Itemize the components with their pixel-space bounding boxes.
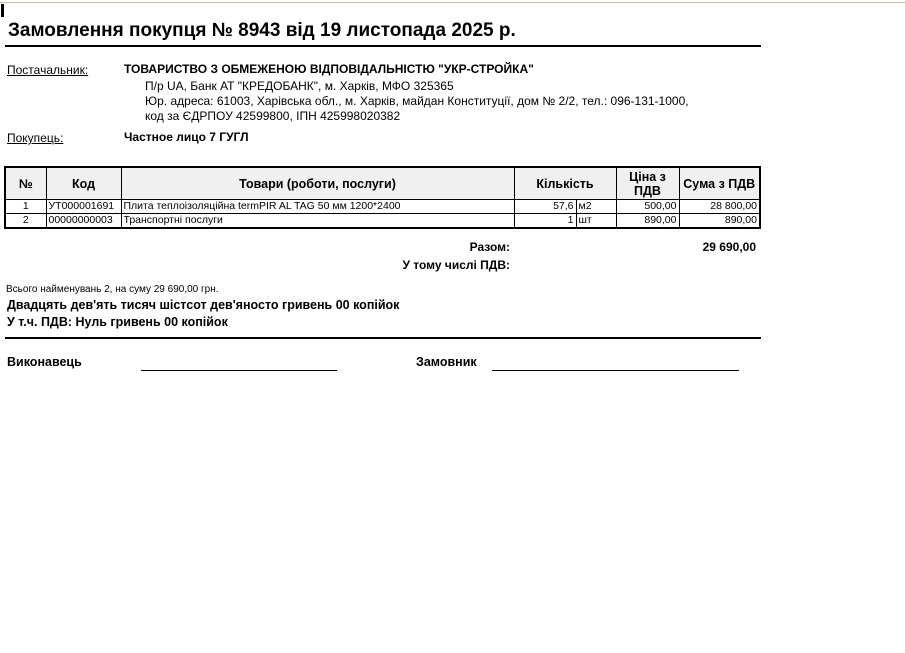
row-unit: м2	[576, 200, 616, 214]
items-table	[4, 166, 761, 229]
top-border-line	[0, 2, 905, 3]
row-sum: 890,00	[679, 214, 760, 229]
text-cursor	[1, 4, 4, 17]
total-label: Разом:	[469, 240, 510, 254]
supplier-bank-line: П/р UA, Банк АТ "КРЕДОБАНК", м. Харків, МФО 325365	[145, 79, 454, 93]
row-num: 2	[5, 214, 46, 229]
row-qty: 57,6	[514, 200, 576, 214]
supplier-name: ТОВАРИСТВО З ОБМЕЖЕНОЮ ВІДПОВІДАЛЬНІСТЮ "УКР-СТРОЙКА"	[124, 62, 534, 76]
row-name: Транспортні послуги	[121, 214, 514, 229]
title-divider	[5, 45, 761, 47]
header-goods: Товари (роботи, послуги)	[121, 167, 514, 200]
row-qty: 1	[514, 214, 576, 229]
items-count-summary: Всього найменувань 2, на суму 29 690,00 грн.	[6, 284, 219, 295]
header-price: Ціна з ПДВ	[616, 167, 679, 200]
supplier-label: Постачальник:	[7, 63, 89, 77]
page-title: Замовлення покупця № 8943 від 19 листопада 2025 р.	[8, 20, 516, 41]
row-code: УТ000001691	[46, 200, 121, 214]
vat-in-words: У т.ч. ПДВ: Нуль гривень 00 копійок	[7, 315, 228, 329]
buyer-label: Покупець:	[7, 131, 64, 145]
header-qty: Кількість	[514, 167, 616, 200]
header-num: №	[5, 167, 46, 200]
performer-signature-line	[141, 370, 337, 371]
row-price: 500,00	[616, 200, 679, 214]
vat-label: У тому числі ПДВ:	[402, 258, 510, 272]
table-row	[5, 200, 760, 214]
row-price: 890,00	[616, 214, 679, 229]
performer-label: Виконавець	[7, 355, 82, 369]
table-header-row	[5, 167, 760, 200]
customer-label: Замовник	[416, 355, 477, 369]
row-name: Плита теплоізоляційна termPIR AL TAG 50 мм 1200*2400	[121, 200, 514, 214]
buyer-name: Частное лицо 7 ГУГЛ	[124, 130, 249, 144]
row-sum: 28 800,00	[679, 200, 760, 214]
table-row	[5, 214, 760, 229]
supplier-codes-line: код за ЄДРПОУ 42599800, ІПН 425998020382	[145, 109, 401, 123]
row-num: 1	[5, 200, 46, 214]
customer-signature-line	[492, 370, 739, 371]
header-sum: Сума з ПДВ	[679, 167, 760, 200]
amount-in-words: Двадцять дев'ять тисяч шістсот дев'яносто гривень 00 копійок	[7, 298, 400, 312]
total-value: 29 690,00	[702, 240, 756, 254]
signatures-divider	[5, 337, 761, 339]
header-code: Код	[46, 167, 121, 200]
supplier-address-line: Юр. адреса: 61003, Харівська обл., м. Харків, майдан Конституції, дом № 2/2, тел.: 096-131-1000,	[145, 94, 689, 108]
row-code: 00000000003	[46, 214, 121, 229]
row-unit: шт	[576, 214, 616, 229]
